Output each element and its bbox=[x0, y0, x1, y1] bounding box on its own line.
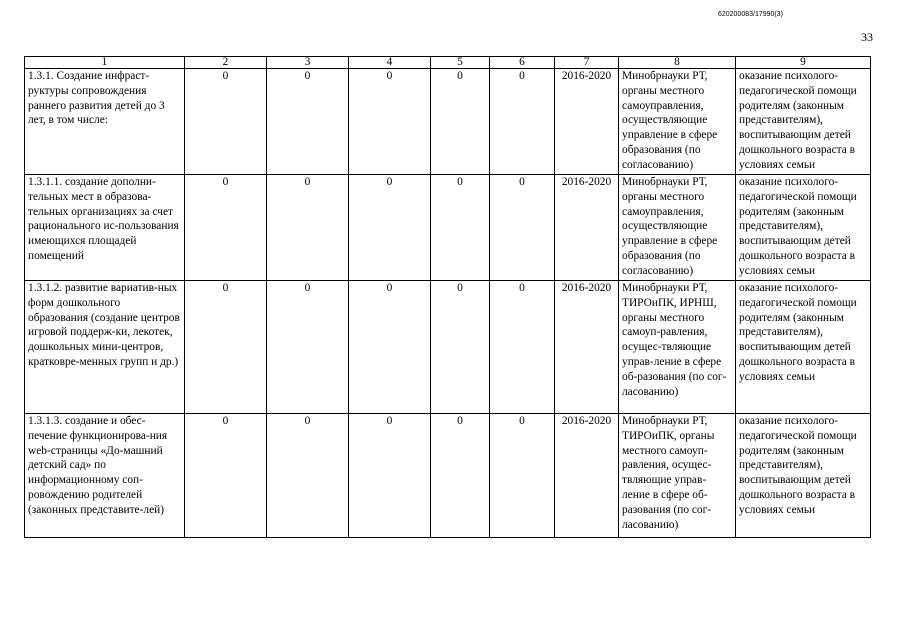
value-cell: 0 bbox=[431, 69, 490, 175]
value-cell: 0 bbox=[267, 281, 349, 414]
column-header: 3 bbox=[267, 57, 349, 69]
column-header: 5 bbox=[431, 57, 490, 69]
result-cell: оказание психолого-педагогической помощи родителям (законным представителям), воспитывающим детей дошкольного возраста в условиях семьи bbox=[736, 281, 871, 414]
period-cell: 2016-2020 bbox=[555, 414, 619, 538]
value-cell: 0 bbox=[431, 414, 490, 538]
page-number: 33 bbox=[861, 30, 873, 44]
value-cell: 0 bbox=[349, 69, 431, 175]
column-header: 4 bbox=[349, 57, 431, 69]
measure-name: 1.3.1.2. развитие вариатив-ных форм дошкольного образования (создание центров игровой поддерж-ки, лекотек, дошкольных мини-центров, кратковре-менных групп и др.) bbox=[25, 281, 185, 414]
period-cell: 2016-2020 bbox=[555, 175, 619, 281]
column-numbers-row bbox=[25, 57, 871, 69]
document-id: 620200083/17990(3) bbox=[717, 11, 783, 18]
value-cell: 0 bbox=[267, 414, 349, 538]
value-cell: 0 bbox=[185, 414, 267, 538]
result-cell: оказание психолого-педагогической помощи родителям (законным представителям), воспитывающим детей дошкольного возраста в условиях семьи bbox=[736, 175, 871, 281]
value-cell: 0 bbox=[490, 175, 555, 281]
column-header: 7 bbox=[555, 57, 619, 69]
value-cell: 0 bbox=[185, 281, 267, 414]
value-cell: 0 bbox=[185, 69, 267, 175]
value-cell: 0 bbox=[349, 175, 431, 281]
table-row bbox=[25, 281, 871, 414]
column-header: 6 bbox=[490, 57, 555, 69]
column-header: 9 bbox=[736, 57, 871, 69]
executor-cell: Минобрнауки РТ, ТИРОиПК, органы местного самоуп-равления, осущес-твляющие управ-ление в сфере об-разования (по сог-ласованию) bbox=[619, 414, 736, 538]
period-cell: 2016-2020 bbox=[555, 281, 619, 414]
value-cell: 0 bbox=[431, 175, 490, 281]
executor-cell: Минобрнауки РТ, органы местного самоуправления, осуществляющие управление в сфере образования (по согласованию) bbox=[619, 175, 736, 281]
value-cell: 0 bbox=[267, 175, 349, 281]
executor-cell: Минобрнауки РТ, органы местного самоуправления, осуществляющие управление в сфере образования (по согласованию) bbox=[619, 69, 736, 175]
executor-cell: Минобрнауки РТ, ТИРОиПК, ИРНШ, органы местного самоуп-равления, осущес-твляющие управ-ление в сфере об-разования (по сог-ласованию) bbox=[619, 281, 736, 414]
table-row bbox=[25, 414, 871, 538]
value-cell: 0 bbox=[490, 69, 555, 175]
value-cell: 0 bbox=[349, 281, 431, 414]
column-header: 8 bbox=[619, 57, 736, 69]
measure-name: 1.3.1.1. создание дополни-тельных мест в образова-тельных организациях за счет рационального ис-пользования имеющихся площадей помещений bbox=[25, 175, 185, 281]
value-cell: 0 bbox=[490, 281, 555, 414]
value-cell: 0 bbox=[185, 175, 267, 281]
column-header: 2 bbox=[185, 57, 267, 69]
column-header: 1 bbox=[25, 57, 185, 69]
measure-name: 1.3.1. Создание инфраст-руктуры сопровождения раннего развития детей до 3 лет, в том числе: bbox=[25, 69, 185, 175]
value-cell: 0 bbox=[267, 69, 349, 175]
table-row bbox=[25, 69, 871, 175]
value-cell: 0 bbox=[490, 414, 555, 538]
measure-name: 1.3.1.3. создание и обес-печение функционирова-ния web-страницы «До-машний детский сад» по информационному соп-ровождению родителей (законных представите-лей) bbox=[25, 414, 185, 538]
measures-table bbox=[24, 56, 871, 538]
result-cell: оказание психолого-педагогической помощи родителям (законным представителям), воспитывающим детей дошкольного возраста в условиях семьи bbox=[736, 69, 871, 175]
period-cell: 2016-2020 bbox=[555, 69, 619, 175]
table-row bbox=[25, 175, 871, 281]
value-cell: 0 bbox=[431, 281, 490, 414]
result-cell: оказание психолого-педагогической помощи родителям (законным представителям), воспитывающим детей дошкольного возраста в условиях семьи bbox=[736, 414, 871, 538]
value-cell: 0 bbox=[349, 414, 431, 538]
